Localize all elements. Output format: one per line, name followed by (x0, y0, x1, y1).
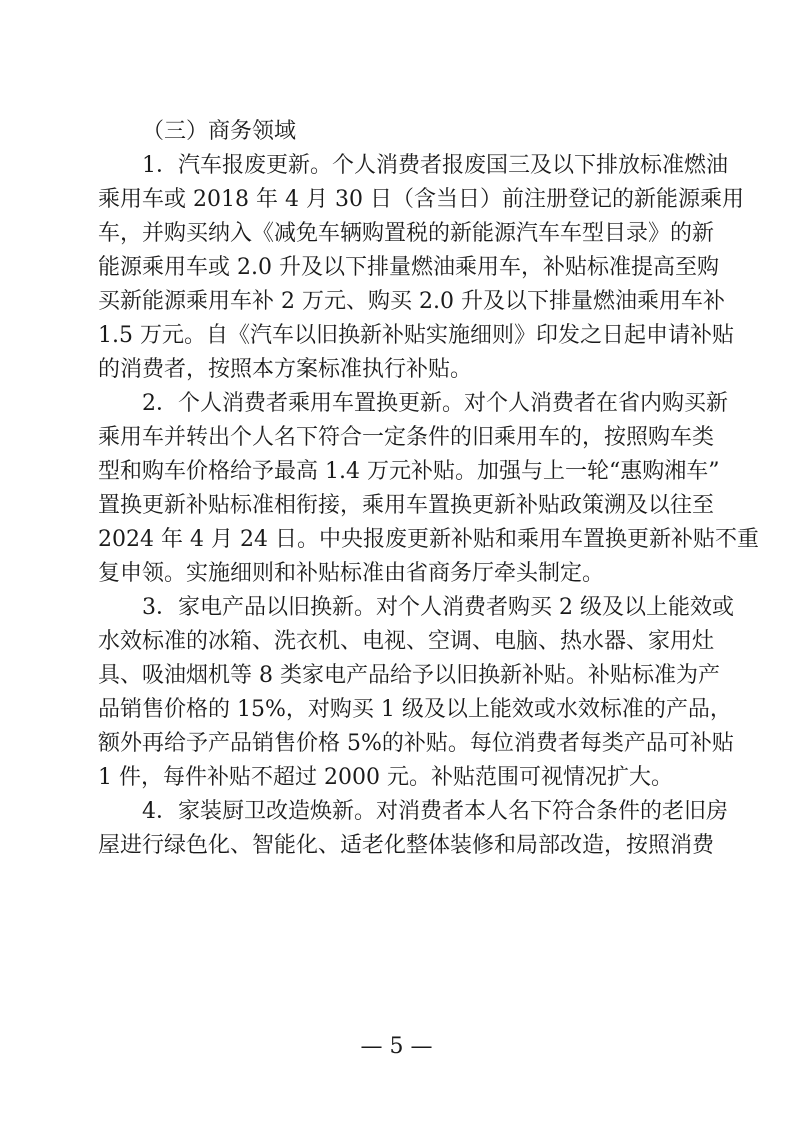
paragraph-3-line: 品销售价格的 15%，对购买 1 级及以上能效或水效标准的产品， (98, 697, 732, 722)
paragraph-2-line: 2．个人消费者乘用车置换更新。对个人消费者在省内购买新 (142, 391, 728, 416)
paragraph-3-line: 额外再给予产品销售价格 5%的补贴。每位消费者每类产品可补贴 (98, 731, 734, 756)
paragraph-1-line: 乘用车或 2018 年 4 月 30 日（含当日）前注册登记的新能源乘用 (98, 187, 744, 212)
paragraph-1-line: 1．汽车报废更新。个人消费者报废国三及以下排放标准燃油 (142, 153, 728, 178)
paragraph-1-line: 车，并购买纳入《减免车辆购置税的新能源汽车车型目录》的新 (98, 221, 715, 246)
paragraph-4-line: 4．家装厨卫改造焕新。对消费者本人名下符合条件的老旧房 (142, 799, 728, 824)
paragraph-3-line: 1 件，每件补贴不超过 2000 元。补贴范围可视情况扩大。 (98, 765, 673, 790)
paragraph-2-line: 乘用车并转出个人名下符合一定条件的旧乘用车的，按照购车类 (98, 425, 715, 450)
paragraph-2-line: 复申领。实施细则和补贴标准由省商务厅牵头制定。 (98, 561, 605, 586)
page-number: — 5 — (360, 1034, 433, 1059)
paragraph-1-line: 买新能源乘用车补 2 万元、购买 2.0 升及以下排量燃油乘用车补 (98, 289, 725, 314)
paragraph-4-line: 屋进行绿色化、智能化、适老化整体装修和局部改造，按照消费 (98, 833, 715, 858)
paragraph-3-line: 具、吸油烟机等 8 类家电产品给予以旧换新补贴。补贴标准为产 (98, 663, 720, 688)
paragraph-1-line: 能源乘用车或 2.0 升及以下排量燃油乘用车，补贴标准提高至购 (98, 255, 719, 280)
paragraph-3-line: 3．家电产品以旧换新。对个人消费者购买 2 级及以上能效或 (142, 595, 734, 620)
paragraph-3-line: 水效标准的冰箱、洗衣机、电视、空调、电脑、热水器、家用灶 (98, 629, 715, 654)
paragraph-2-line: 2024 年 4 月 24 日。中央报废更新补贴和乘用车置换更新补贴不重 (98, 527, 759, 552)
paragraph-1-line: 的消费者，按照本方案标准执行补贴。 (98, 357, 473, 382)
paragraph-2-line: 型和购车价格给予最高 1.4 万元补贴。加强与上一轮“惠购湘车” (98, 459, 720, 484)
section-heading: （三）商务领域 (142, 119, 297, 144)
document-body (98, 115, 759, 863)
paragraph-2-line: 置换更新补贴标准相衔接，乘用车置换更新补贴政策溯及以往至 (98, 493, 715, 518)
paragraph-1-line: 1.5 万元。自《汽车以旧换新补贴实施细则》印发之日起申请补贴 (98, 323, 734, 348)
